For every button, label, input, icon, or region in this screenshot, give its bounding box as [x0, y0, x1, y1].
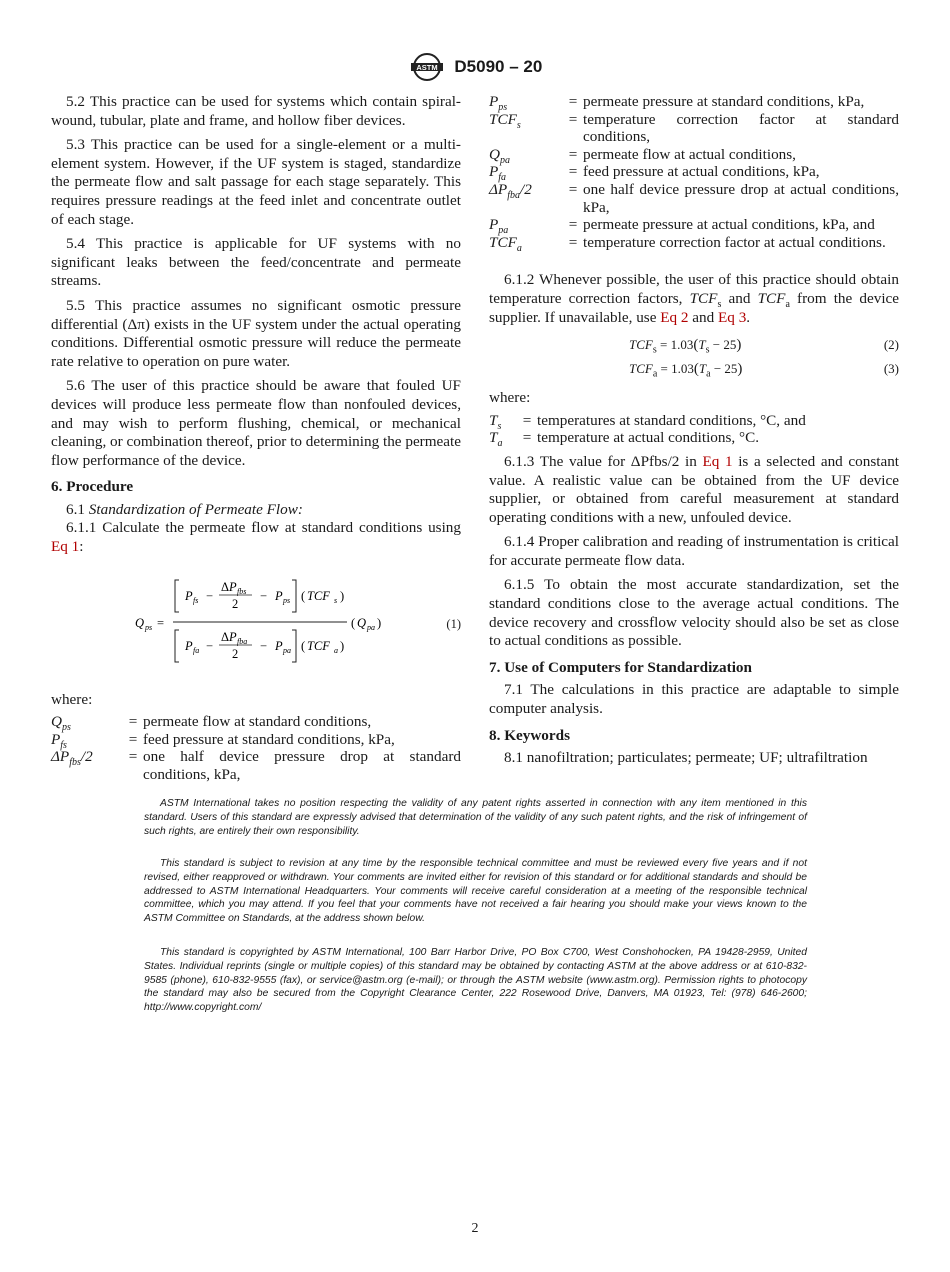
paragraph-6-1-4: 6.1.4 Proper calibration and reading of instrumentation is critical for accurate permeate flow data.: [489, 533, 899, 569]
equation-1-number: (1): [446, 616, 461, 631]
page-header: [0, 52, 950, 82]
variable-row: $TCF_s$ = temperature correction factor at standard conditions,: [489, 110, 899, 146]
paragraph-5-6: 5.6 The user of this practice should be aware that fouled UF devices will produce less permeate flow than nonfouled devices, and may wish to perform flushing, chemical, or mechanical cleaning, or combination thereof, prior to determining the permeate flow performance of the device.: [51, 377, 461, 469]
svg-text:2: 2: [232, 646, 239, 661]
svg-text:P: P: [275, 588, 283, 603]
svg-text:−: −: [206, 588, 214, 603]
paragraph-5-3: 5.3 This practice can be used for a single-element or a multi-element system. However, if the UF system is staged, standardize the permeate flow and salt passage for each stage separately. This requires pressure readings at the feed inlet and concentrate outlet of each stage.: [51, 136, 461, 228]
svg-text:pa: pa: [283, 645, 291, 655]
svg-text:Δ: Δ: [221, 629, 230, 644]
svg-text:fs: fs: [193, 595, 199, 605]
eq1-link[interactable]: Eq 1: [51, 538, 80, 556]
svg-text:(: (: [351, 615, 356, 630]
svg-text:ps: ps: [145, 622, 153, 632]
svg-text:): ): [340, 588, 345, 603]
svg-text:Q: Q: [135, 615, 145, 630]
svg-text:P: P: [185, 638, 193, 653]
equation-3: $TCF_a = 1.03(T_a - 25)$ (3): [629, 361, 899, 380]
svg-text:P: P: [229, 629, 237, 644]
svg-text:TCF: TCF: [307, 638, 330, 653]
eq2-link[interactable]: Eq 2: [660, 308, 689, 326]
variable-row: $P_{fa}$ = feed pressure at actual conditions, kPa,: [489, 163, 820, 184]
section-8-heading: 8. Keywords: [489, 726, 570, 744]
svg-text:TCF: TCF: [307, 588, 330, 603]
section-7-heading: 7. Use of Computers for Standardization: [489, 658, 752, 676]
equation-2: $TCF_s = 1.03(T_s - 25)$ (2): [629, 337, 899, 356]
paragraph-8-1: 8.1 nanofiltration; particulates; permeate; UF; ultrafiltration: [504, 749, 868, 767]
equation-1: [51, 563, 461, 683]
paragraph-6-1: 6.1 Standardization of Permeate Flow:: [66, 500, 303, 518]
equation-2-number: (2): [883, 337, 899, 353]
eq3-link[interactable]: Eq 3: [718, 308, 747, 326]
standard-designation: D5090 – 20: [454, 57, 543, 76]
svg-text:pa: pa: [367, 622, 375, 632]
svg-text:−: −: [260, 588, 268, 603]
svg-text:Δ: Δ: [221, 579, 230, 594]
variable-row: $T_s$ = temperatures at standard conditions, °C, and: [489, 411, 806, 432]
variable-list-left: [51, 713, 461, 783]
paragraph-7-1: 7.1 The calculations in this practice are adaptable to simple computer analysis.: [489, 681, 899, 718]
variable-row: $TCF_a$ = temperature correction factor at actual conditions.: [489, 233, 886, 254]
svg-text:fbs: fbs: [237, 586, 247, 596]
svg-text:): ): [340, 638, 345, 653]
paragraph-6-1-1: 6.1.1 Calculate the permeate flow at standard conditions using Eq 1:: [51, 519, 461, 556]
svg-text:=: =: [157, 615, 165, 630]
variable-row: $P_{pa}$ = permeate pressure at actual conditions, kPa, and: [489, 216, 875, 237]
paragraph-6-1-2: 6.1.2 Whenever possible, the user of this practice should obtain temperature correction factors, $TCF_s$ and $TCF_a$ from the device supplier. If unavailable, use Eq 2 and Eq 3.: [489, 271, 900, 326]
where-label-right: where:: [489, 389, 531, 407]
svg-text:−: −: [206, 638, 214, 653]
variable-row: $P_{ps}$ = permeate pressure at standard conditions, kPa,: [489, 93, 865, 114]
astm-logo-icon: [408, 52, 446, 82]
svg-text:(: (: [301, 588, 306, 603]
svg-text:fa: fa: [193, 645, 200, 655]
svg-text:ASTM: ASTM: [416, 63, 438, 72]
svg-text:): ): [377, 615, 382, 630]
variable-row: $\Delta P_{fbs}/2$ = one half device pressure drop at standard conditions, kPa,: [51, 748, 461, 784]
svg-text:P: P: [185, 588, 193, 603]
paragraph-5-4: 5.4 This practice is applicable for UF systems with no significant leaks between the feed/concentrate and permeate streams.: [51, 235, 461, 290]
svg-text:a: a: [334, 645, 338, 655]
svg-text:s: s: [334, 595, 338, 605]
temperature-variable-list: [489, 411, 899, 450]
right-column: [489, 93, 899, 774]
paragraph-6-1-5: 6.1.5 To obtain the most accurate standardization, set the standard conditions close to the average actual conditions. The device recovery and crossflow velocity should also be set as close to actual conditions as possible.: [489, 576, 899, 650]
eq1-link-right[interactable]: Eq 1: [702, 452, 733, 470]
svg-text:ps: ps: [283, 595, 291, 605]
svg-text:fba: fba: [237, 636, 248, 646]
svg-text:P: P: [275, 638, 283, 653]
variable-row: $Q_{ps}$ = permeate flow at standard conditions,: [51, 713, 372, 734]
revision-notice: This standard is subject to revision at any time by the responsible technical committee and must be reviewed every five years and if not revised, either reapproved or withdrawn. Your comments are invited either for revision of this standard or for additional standards and should be addressed to ASTM International Headquarters. Your comments will receive careful consideration at a meeting of the responsible technical committee, which you may attend. If you feel that your comments have not received a fair hearing you should make your views known to the ASTM Committee on Standards, at the address shown below.: [144, 858, 807, 925]
variable-row: $Q_{pa}$ = permeate flow at actual conditions,: [489, 145, 796, 166]
paragraph-5-5: 5.5 This practice assumes no significant osmotic pressure differential (Δπ) exists in the UF system under the actual operating conditions. Differential osmotic pressure will reduce the permeate rate relative to operation on pure water.: [51, 296, 461, 370]
svg-text:−: −: [260, 638, 268, 653]
copyright-notice: This standard is copyrighted by ASTM International, 100 Barr Harbor Drive, PO Box C700, West Conshohocken, PA 19428-2959, United States. Individual reprints (single or multiple copies) of this standard may be obtained by contacting ASTM at the above address or at 610-832-9585 (phone), 610-832-9555 (fax), or service@astm.org (e-mail); or through the ASTM website (www.astm.org). Permission rights to photocopy the standard may also be secured from the Copyright Clearance Center, 222 Rosewood Drive, Danvers, MA 01923, Tel: (978) 646-2600; http://www.copyright.com/: [144, 947, 807, 1014]
svg-text:Q: Q: [357, 615, 367, 630]
left-column: [51, 93, 461, 790]
section-6-heading: 6. Procedure: [51, 478, 134, 496]
variable-row: $\Delta P_{fba}/2$ = one half device pressure drop at actual conditions, kPa,: [489, 180, 899, 216]
svg-text:P: P: [229, 579, 237, 594]
variable-list-right: [489, 93, 899, 254]
where-label-left: where:: [51, 690, 93, 708]
paragraph-5-2: 5.2 This practice can be used for systems which contain spiral-wound, tubular, plate and frame, and hollow fiber devices.: [51, 93, 461, 129]
patent-notice: ASTM International takes no position respecting the validity of any patent rights asserted in connection with any item mentioned in this standard. Users of this standard are expressly advised that determination of the validity of any such patent rights, and the risk of infringement of such rights, are entirely their own responsibility.: [144, 798, 807, 837]
equation-3-number: (3): [883, 361, 899, 377]
svg-text:2: 2: [232, 596, 239, 611]
page-number: 2: [471, 1221, 479, 1236]
variable-row: $T_a$ = temperature at actual conditions, °C.: [489, 429, 759, 450]
svg-text:(: (: [301, 638, 306, 653]
paragraph-6-1-3: 6.1.3 The value for ΔPfbs/2 in Eq 1 is a selected and constant value. A realistic value can be obtained from the UF device supplier, or obtained from careful measurement at standard operating conditions with a new, unfouled device.: [489, 452, 900, 526]
variable-row: $P_{fs}$ = feed pressure at standard conditions, kPa,: [51, 730, 395, 751]
